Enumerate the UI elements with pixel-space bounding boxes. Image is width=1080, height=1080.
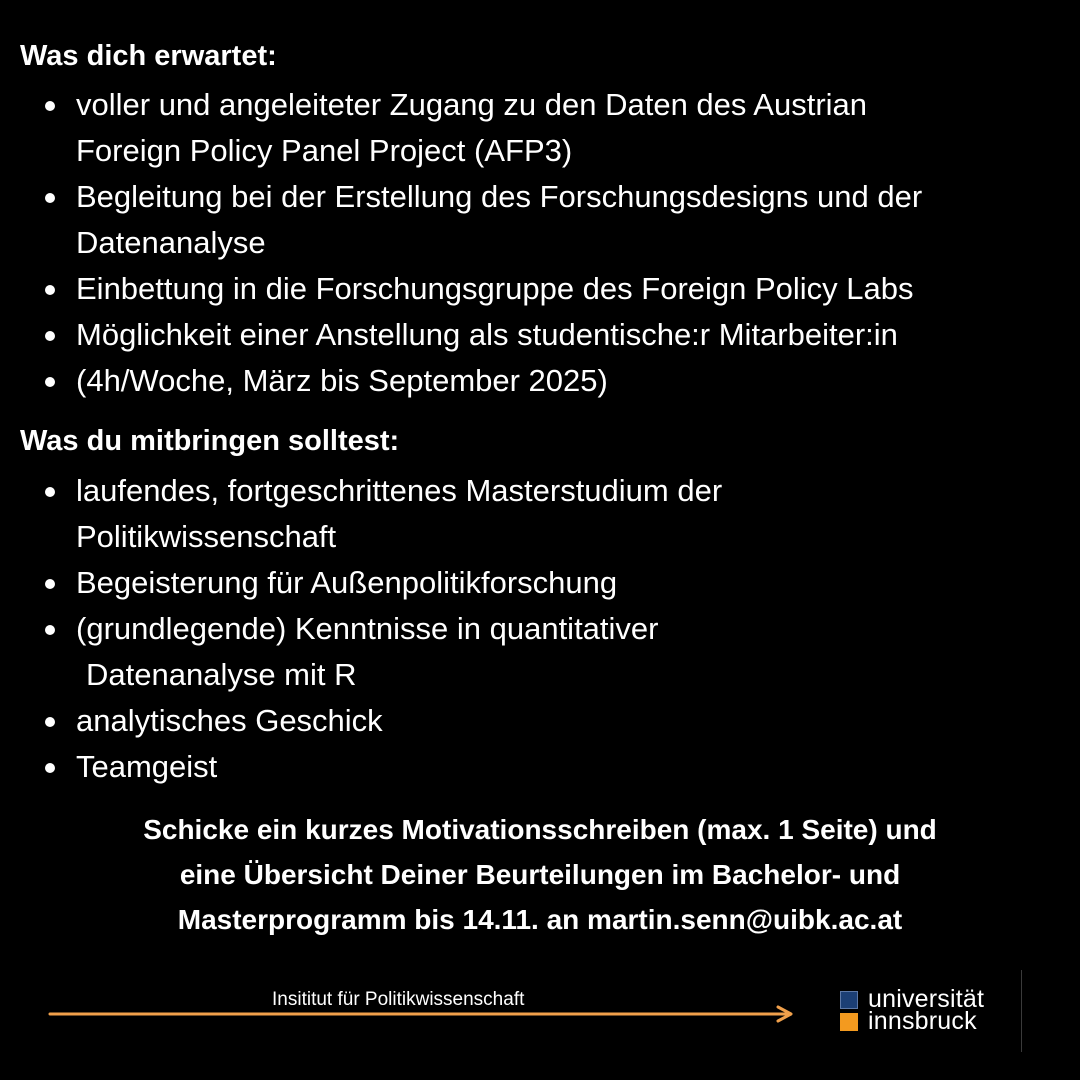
bullet-dot-icon xyxy=(45,377,55,387)
list-item xyxy=(20,560,1070,606)
list-item-text: Begeisterung für Außenpolitikforschung xyxy=(76,565,618,600)
list-item-text: Datenanalyse mit R xyxy=(86,657,357,692)
cta-line: Masterprogramm bis 14.11. an martin.senn@uibk.ac.at xyxy=(177,904,903,935)
bullet-dot-icon xyxy=(45,101,55,111)
list-item xyxy=(20,358,1070,404)
list-item xyxy=(20,468,1070,560)
list-item-text: voller und angeleiteter Zugang zu den Daten des Austrian xyxy=(76,87,868,122)
cta-line: eine Übersicht Deiner Beurteilungen im Bachelor- und xyxy=(179,859,901,890)
list-item-text: (grundlegende) Kenntnisse in quantitativer xyxy=(76,611,659,646)
list-item-text: Foreign Policy Panel Project (AFP3) xyxy=(76,133,573,168)
section-heading-expect: Was dich erwartet: xyxy=(20,40,277,72)
list-item-text: (4h/Woche, März bis September 2025) xyxy=(76,363,608,398)
list-item-text: Möglichkeit einer Anstellung als studentische:r Mitarbeiter:in xyxy=(76,317,898,352)
list-item-text: Politikwissenschaft xyxy=(76,519,337,554)
bullet-dot-icon xyxy=(45,717,55,727)
list-item xyxy=(20,174,1070,266)
university-logo xyxy=(838,985,1018,1038)
footer-divider xyxy=(1021,970,1022,1052)
logo-word-innsbruck: innsbruck xyxy=(868,1007,977,1035)
section-heading-bring: Was du mitbringen solltest: xyxy=(20,425,400,457)
institute-label: Insititut für Politikwissenschaft xyxy=(272,989,525,1010)
list-item-text: laufendes, fortgeschrittenes Masterstudium der xyxy=(76,473,723,508)
cta-line: Schicke ein kurzes Motivationsschreiben (max. 1 Seite) und xyxy=(143,814,937,845)
list-item xyxy=(20,698,1070,744)
bullet-dot-icon xyxy=(45,625,55,635)
bullet-dot-icon xyxy=(45,579,55,589)
list-item-text: analytisches Geschick xyxy=(76,703,383,738)
list-item-text: Begleitung bei der Erstellung des Forschungsdesigns und der xyxy=(76,179,923,214)
logo-square-orange-icon xyxy=(840,1013,858,1031)
list-item-text: Datenanalyse xyxy=(76,225,266,260)
expect-list xyxy=(20,82,1070,404)
bullet-dot-icon xyxy=(45,763,55,773)
logo-square-blue-icon xyxy=(840,991,858,1009)
list-item xyxy=(20,312,1070,358)
requirements-list xyxy=(20,468,1070,790)
list-item xyxy=(20,266,1070,312)
bullet-dot-icon xyxy=(45,487,55,497)
bullet-dot-icon xyxy=(45,331,55,341)
list-item-text: Einbettung in die Forschungsgruppe des Foreign Policy Labs xyxy=(76,271,914,306)
list-item xyxy=(20,744,1070,790)
list-item xyxy=(20,82,1070,174)
list-item xyxy=(20,606,1070,698)
bullet-dot-icon xyxy=(45,285,55,295)
list-item-text: Teamgeist xyxy=(76,749,218,784)
bullet-dot-icon xyxy=(45,193,55,203)
call-to-action xyxy=(0,807,1080,942)
logo-word-universitaet: universität xyxy=(868,985,985,1013)
